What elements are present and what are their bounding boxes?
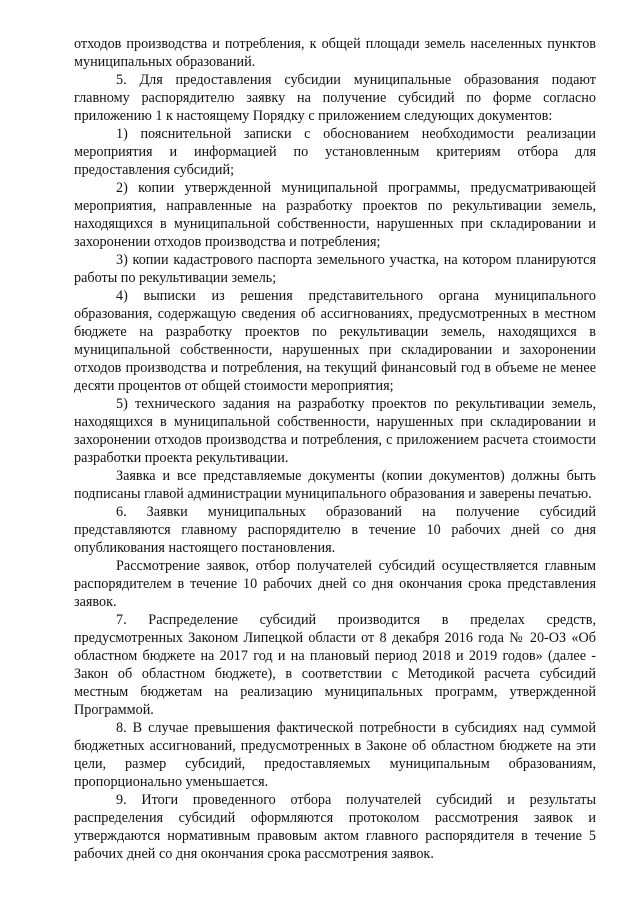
paragraph-subitem-1: 1) пояснительной записки с обоснованием необходимости реализации мероприятия и информацией по установленным критериям отбора для предоставления субсидий;	[74, 126, 596, 178]
paragraph-subitem-5: 5) технического задания на разработку проектов по рекультивации земель, находящихся в муниципальной собственности, нарушенных при складировании и захоронении отходов производства и потребления, с приложением расчета стоимости разработки проекта рекультивации.	[74, 396, 596, 466]
paragraph-item-9: 9. Итоги проведенного отбора получателей субсидий и результаты распределения субсидий оформляются протоколом рассмотрения заявок и утверждаются нормативным правовым актом главного распорядителя в течение 5 рабочих дней со дня окончания срока рассмотрения заявок.	[74, 792, 596, 862]
paragraph-item-5: 5. Для предоставления субсидии муниципальные образования подают главному распорядителю заявку на получение субсидий по форме согласно приложению 1 к настоящему Порядку с приложением следующих документов:	[74, 72, 596, 124]
paragraph-subitem-3: 3) копии кадастрового паспорта земельного участка, на котором планируются работы по рекультивации земель;	[74, 252, 596, 286]
paragraph-item-7: 7. Распределение субсидий производится в пределах средств, предусмотренных Законом Липецкой области от 8 декабря 2016 года № 20-ОЗ «Об областном бюджете на 2017 год и на плановый период 2018 и 2019 годов» (далее - Закон об областном бюджете), в соответствии с Методикой расчета субсидий местным бюджетам на реализацию муниципальных программ, утвержденной Программой.	[74, 612, 596, 718]
paragraph-review: Рассмотрение заявок, отбор получателей субсидий осуществляется главным распорядителем в течение 10 рабочих дней со дня окончания срока представления заявок.	[74, 558, 596, 610]
paragraph-subitem-2: 2) копии утвержденной муниципальной программы, предусматривающей мероприятия, направленные на разработку проектов по рекультивации земель, находящихся в муниципальной собственности, нарушенных при складировании и захоронении отходов производства и потребления;	[74, 180, 596, 250]
paragraph-subitem-4: 4) выписки из решения представительного органа муниципального образования, содержащую сведения об ассигнованиях, предусмотренных в местном бюджете на разработку проектов по рекультивации земель, находящихся в муниципальной собственности, нарушенных при складировании и захоронении отходов производства и потребления, на текущий финансовый год в объеме не менее десяти процентов от общей стоимости мероприятия;	[74, 288, 596, 394]
paragraph-item-8: 8. В случае превышения фактической потребности в субсидиях над суммой бюджетных ассигнований, предусмотренных в Законе об областном бюджете на эти цели, размер субсидий, предоставляемых муниципальным образованиям, пропорционально уменьшается.	[74, 720, 596, 790]
paragraph-continuation: отходов производства и потребления, к общей площади земель населенных пунктов муниципальных образований.	[74, 36, 596, 70]
paragraph-application-signature: Заявка и все представляемые документы (копии документов) должны быть подписаны главой администрации муниципального образования и заверены печатью.	[74, 468, 596, 502]
paragraph-item-6: 6. Заявки муниципальных образований на получение субсидий представляются главному распорядителю в течение 10 рабочих дней со дня опубликования настоящего постановления.	[74, 504, 596, 556]
